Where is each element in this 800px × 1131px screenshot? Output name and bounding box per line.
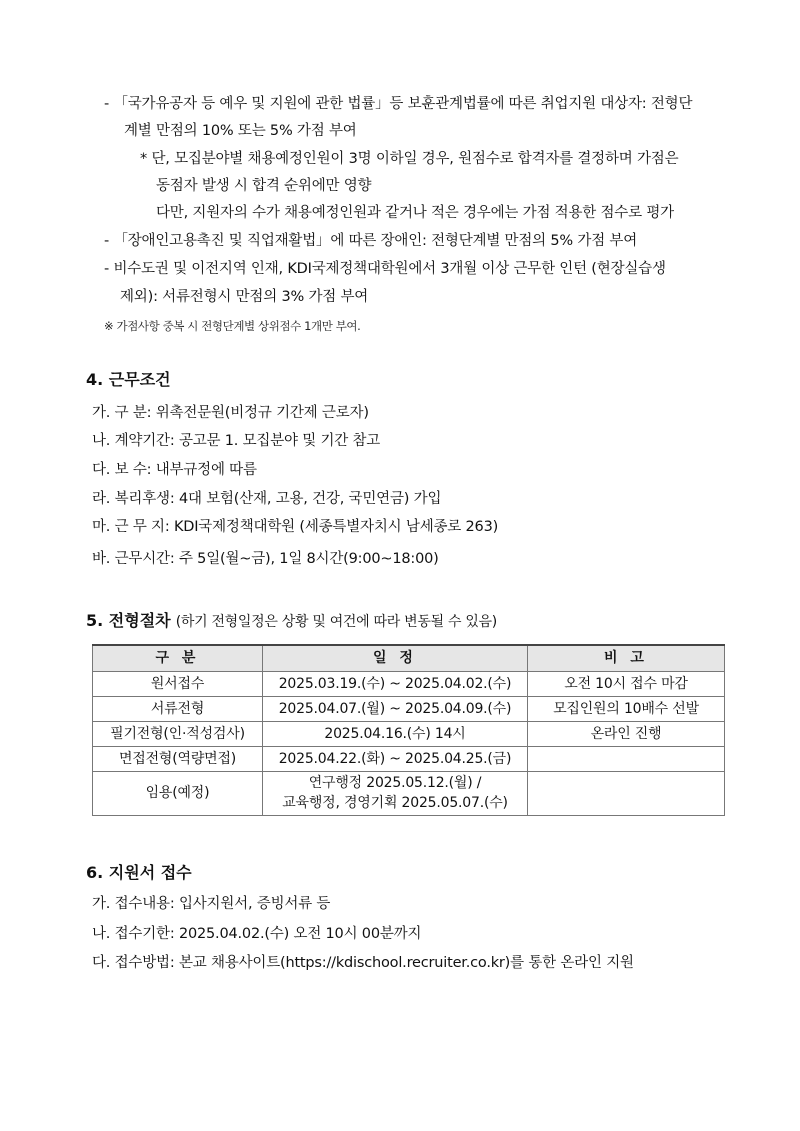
- bonus-exception-line: * 단, 모집분야별 채용예정인원이 3명 이하일 경우, 원점수로 합격자를 결정하며 가점은: [140, 151, 679, 167]
- schedule-line: 교육행정, 경영기획 2025.05.07.(수): [282, 795, 508, 811]
- header-schedule: 일 정: [263, 645, 528, 671]
- work-condition-item: 가. 구 분: 위촉전문원(비정규 기간제 근로자): [92, 405, 369, 421]
- work-condition-item: 라. 복리후생: 4대 보험(산재, 고용, 건강, 국민연금) 가입: [92, 491, 442, 507]
- note-cell: 오전 10시 접수 마감: [528, 671, 725, 696]
- work-condition-item: 다. 보 수: 내부규정에 따름: [92, 462, 257, 478]
- bonus-note: ※ 가점사항 중복 시 전형단계별 상위점수 1개만 부여.: [104, 319, 361, 333]
- schedule-line: 연구행정 2025.05.12.(월) /: [308, 775, 482, 791]
- application-item: 나. 접수기한: 2025.04.02.(수) 오전 10시 00분까지: [92, 926, 422, 942]
- schedule-cell: 2025.04.07.(월) ~ 2025.04.09.(수): [263, 696, 528, 721]
- application-item: 다. 접수방법: 본교 채용사이트(https://kdischool.recruiter.co.kr)를 통한 온라인 지원: [92, 955, 634, 971]
- bonus-veterans-line: - 「국가유공자 등 예우 및 지원에 관한 법률」등 보훈관계법률에 따른 취업지원 대상자: 전형단: [104, 96, 693, 112]
- schedule-cell: 2025.04.16.(수) 14시: [263, 721, 528, 746]
- work-condition-item: 바. 근무시간: 주 5일(월~금), 1일 8시간(9:00~18:00): [92, 551, 439, 567]
- table-row: [93, 671, 725, 696]
- table-row: [93, 696, 725, 721]
- note-cell: 모집인원의 10배수 선발: [528, 696, 725, 721]
- bonus-regional-line: - 비수도권 및 이전지역 인재, KDI국제정책대학원에서 3개월 이상 근무한 인턴 (현장실습생: [104, 261, 666, 277]
- schedule-cell: [263, 771, 528, 815]
- section-6-title: 6. 지원서 접수: [86, 863, 192, 882]
- schedule-cell: 2025.04.22.(화) ~ 2025.04.25.(금): [263, 746, 528, 771]
- bonus-exception-line-2: 다만, 지원자의 수가 채용예정인원과 같거나 적은 경우에는 가점 적용한 점수로 평가: [156, 205, 674, 221]
- selection-schedule-table: [92, 644, 725, 816]
- table-row: [93, 771, 725, 815]
- stage-cell: 임용(예정): [93, 771, 263, 815]
- note-cell: 온라인 진행: [528, 721, 725, 746]
- bonus-veterans-line-cont: 계별 만점의 10% 또는 5% 가점 부여: [124, 123, 357, 139]
- work-condition-item: 나. 계약기간: 공고문 1. 모집분야 및 기간 참고: [92, 433, 381, 449]
- section-5-title: 5. 전형절차: [86, 611, 171, 630]
- note-cell: [528, 746, 725, 771]
- stage-cell: 서류전형: [93, 696, 263, 721]
- bonus-exception-line-cont: 동점자 발생 시 합격 순위에만 영향: [156, 178, 372, 194]
- note-cell: [528, 771, 725, 815]
- section-5-subtitle: (하기 전형일정은 상황 및 여건에 따라 변동될 수 있음): [175, 614, 497, 630]
- section-5-heading: [86, 610, 497, 633]
- stage-cell: 원서접수: [93, 671, 263, 696]
- header-note: 비 고: [528, 645, 725, 671]
- table-row: [93, 721, 725, 746]
- header-stage: 구 분: [93, 645, 263, 671]
- application-item: 가. 접수내용: 입사지원서, 증빙서류 등: [92, 896, 331, 912]
- section-4-title: 4. 근무조건: [86, 370, 171, 389]
- bonus-disability-line: - 「장애인고용촉진 및 직업재활법」에 따른 장애인: 전형단계별 만점의 5% 가점 부여: [104, 233, 638, 249]
- stage-cell: 면접전형(역량면접): [93, 746, 263, 771]
- table-row: [93, 746, 725, 771]
- table-header-row: [93, 645, 725, 671]
- bonus-regional-line-cont: 제외): 서류전형시 만점의 3% 가점 부여: [120, 289, 369, 305]
- work-condition-item: 마. 근 무 지: KDI국제정책대학원 (세종특별자치시 남세종로 263): [92, 519, 499, 535]
- schedule-cell: 2025.03.19.(수) ~ 2025.04.02.(수): [263, 671, 528, 696]
- stage-cell: 필기전형(인·적성검사): [93, 721, 263, 746]
